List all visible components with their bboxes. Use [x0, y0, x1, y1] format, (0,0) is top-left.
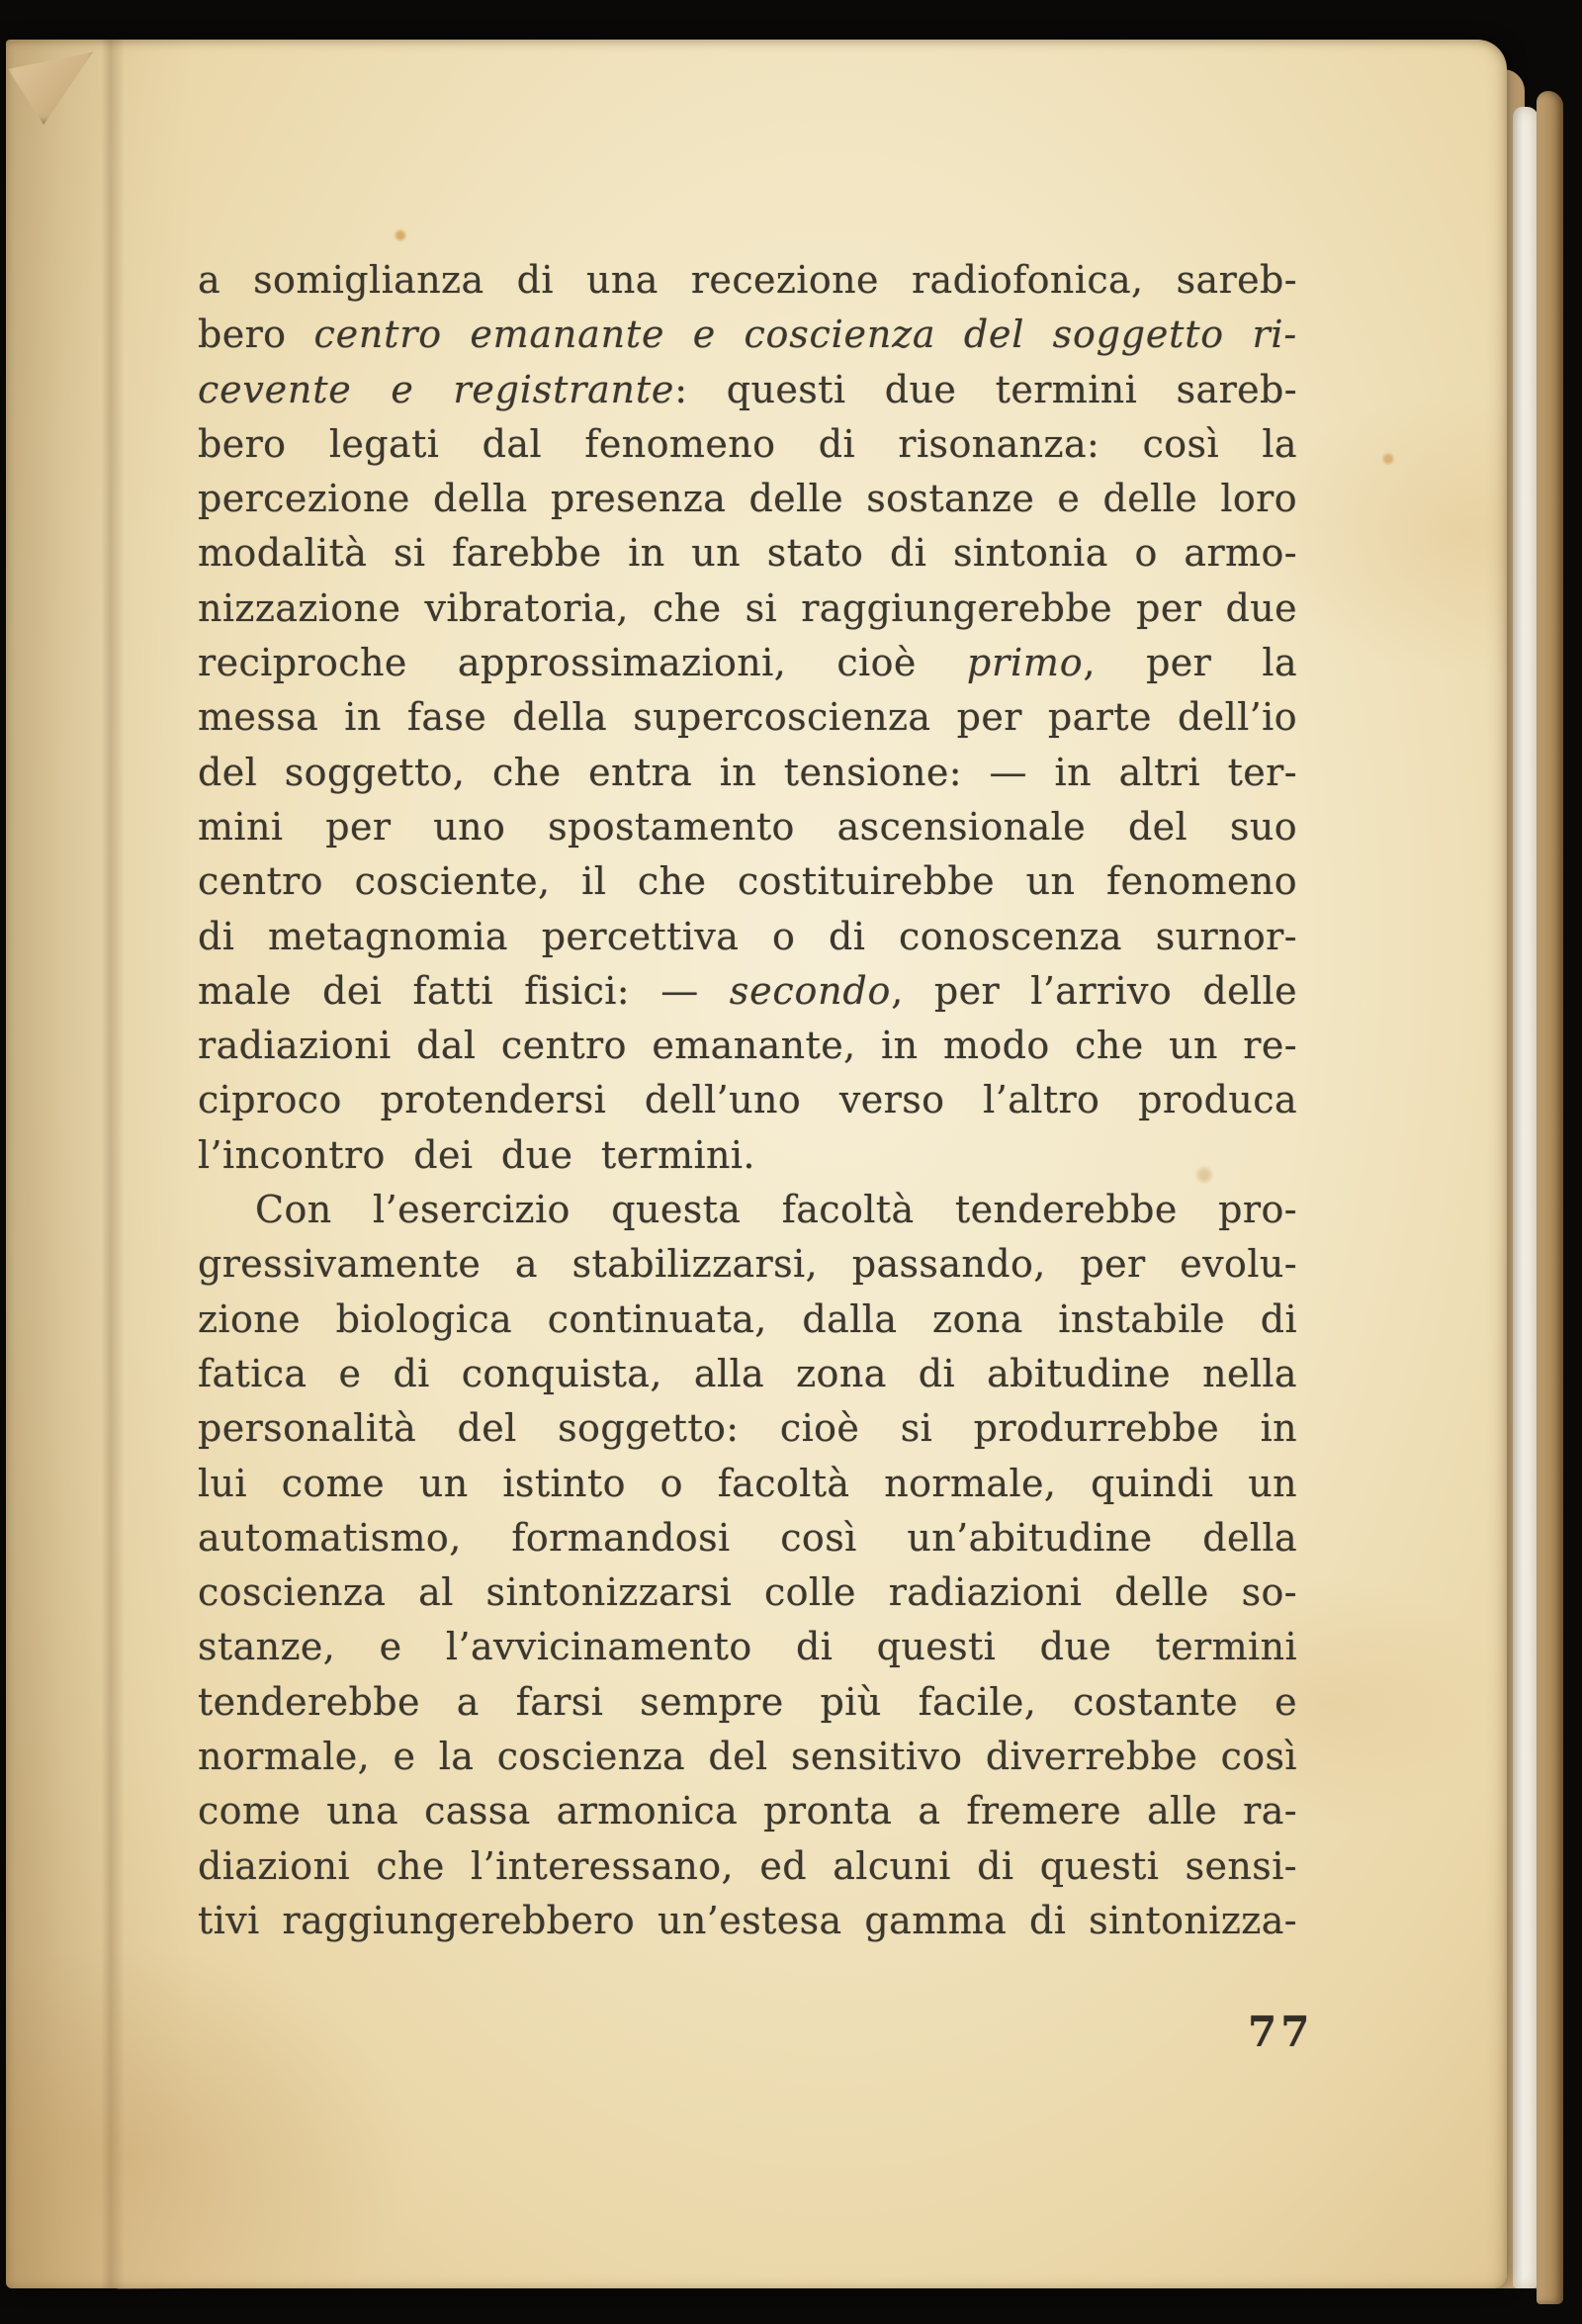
text-segment: diazioni che l’interessano, ed alcuni di questi sensi-	[198, 1843, 1297, 1888]
text-line	[198, 800, 1297, 854]
text-segment: , per l’arrivo delle	[891, 968, 1297, 1013]
italic-text-segment: primo	[966, 641, 1084, 685]
text-line	[198, 581, 1297, 636]
text-segment: coscienza al sintonizzarsi colle radiazioni delle so-	[198, 1570, 1297, 1615]
text-line	[198, 308, 1297, 362]
text-line	[198, 1675, 1297, 1730]
text-line	[198, 1237, 1297, 1292]
text-line	[198, 417, 1297, 472]
page-text	[198, 253, 1297, 1948]
text-segment: a somiglianza di una recezione radiofonica, sareb-	[198, 258, 1297, 302]
text-line	[198, 1565, 1297, 1620]
text-line	[198, 363, 1297, 417]
text-segment: stanze, e l’avvicinamento di questi due termini	[198, 1625, 1297, 1669]
text-segment: automatismo, formandosi così un’abitudine della	[198, 1515, 1297, 1560]
text-line	[198, 1730, 1297, 1784]
text-segment: radiazioni dal centro emanante, in modo che un re-	[198, 1024, 1297, 1068]
text-segment: di metagnomia percettiva o di conoscenza surnor-	[198, 914, 1297, 958]
text-line	[198, 526, 1297, 581]
text-segment: come una cassa armonica pronta a fremere alle ra-	[198, 1789, 1297, 1833]
italic-text-segment: secondo	[729, 968, 892, 1013]
text-segment: tenderebbe a farsi sempre più facile, costante e	[198, 1679, 1297, 1724]
text-segment: normale, e la coscienza del sensitivo diverrebbe così	[198, 1735, 1297, 1779]
text-line	[198, 1183, 1297, 1237]
text-segment: tivi raggiungerebbero un’estesa gamma di sintonizza-	[198, 1898, 1297, 1942]
text-segment: mini per uno spostamento ascensionale del suo	[198, 804, 1297, 849]
text-line	[198, 253, 1297, 308]
text-segment: : questi due termini sareb-	[674, 367, 1297, 411]
dog-ear-fold	[8, 47, 93, 125]
text-line	[198, 1620, 1297, 1674]
text-line	[198, 1784, 1297, 1838]
page-edge-stack	[1513, 107, 1538, 2288]
text-line	[198, 964, 1297, 1019]
text-line	[198, 690, 1297, 745]
text-segment: bero	[198, 313, 314, 357]
italic-text-segment: centro emanante e coscienza del soggetto ri-	[313, 313, 1297, 357]
text-segment: bero legati dal fenomeno di risonanza: così la	[198, 421, 1297, 466]
text-line	[198, 1401, 1297, 1456]
text-segment: , per la	[1083, 641, 1297, 685]
text-segment: reciproche approssimazioni, cioè	[198, 641, 967, 685]
text-line	[198, 1839, 1297, 1894]
text-segment: percezione della presenza delle sostanze e delle loro	[198, 477, 1297, 521]
text-line	[198, 472, 1297, 526]
text-segment: messa in fase della supercoscienza per parte dell’io	[198, 695, 1297, 740]
italic-text-segment: cevente e registrante	[198, 367, 675, 411]
text-line	[198, 910, 1297, 964]
text-segment: nizzazione vibratoria, che si raggiungerebbe per due	[198, 585, 1297, 630]
text-segment: personalità del soggetto: cioè si produrrebbe in	[198, 1406, 1297, 1451]
text-line	[198, 854, 1297, 909]
text-segment: l’incontro dei due termini.	[198, 1132, 755, 1177]
text-line	[198, 1894, 1297, 1948]
text-segment: del soggetto, che entra in tensione: — in altri ter-	[198, 750, 1297, 794]
text-line	[198, 1511, 1297, 1565]
text-segment: modalità si farebbe in un stato di sintonia o armo-	[198, 531, 1297, 576]
text-line	[198, 636, 1297, 690]
text-line	[198, 1293, 1297, 1347]
text-line	[198, 1073, 1297, 1127]
text-segment: zione biologica continuata, dalla zona instabile di	[198, 1296, 1297, 1341]
book-page	[6, 40, 1507, 2288]
text-segment: fatica e di conquista, alla zona di abitudine nella	[198, 1351, 1297, 1395]
text-line	[198, 1019, 1297, 1073]
book-cover-edge	[1537, 91, 1563, 2304]
text-segment: lui come un istinto o facoltà normale, quindi un	[198, 1461, 1297, 1505]
text-line	[198, 1457, 1297, 1511]
text-line	[198, 746, 1297, 800]
text-segment: male dei fatti fisici: —	[198, 968, 730, 1013]
text-line	[198, 1347, 1297, 1401]
text-segment: gressivamente a stabilizzarsi, passando, per evolu-	[198, 1242, 1297, 1287]
text-line	[198, 1128, 1297, 1183]
text-segment: ciproco protendersi dell’uno verso l’altro produca	[198, 1078, 1297, 1122]
text-segment: centro cosciente, il che costituirebbe un fenomeno	[198, 859, 1297, 904]
text-segment: Con l’esercizio questa facoltà tenderebbe pro-	[255, 1188, 1297, 1232]
page-number: 77	[1248, 2008, 1314, 2056]
